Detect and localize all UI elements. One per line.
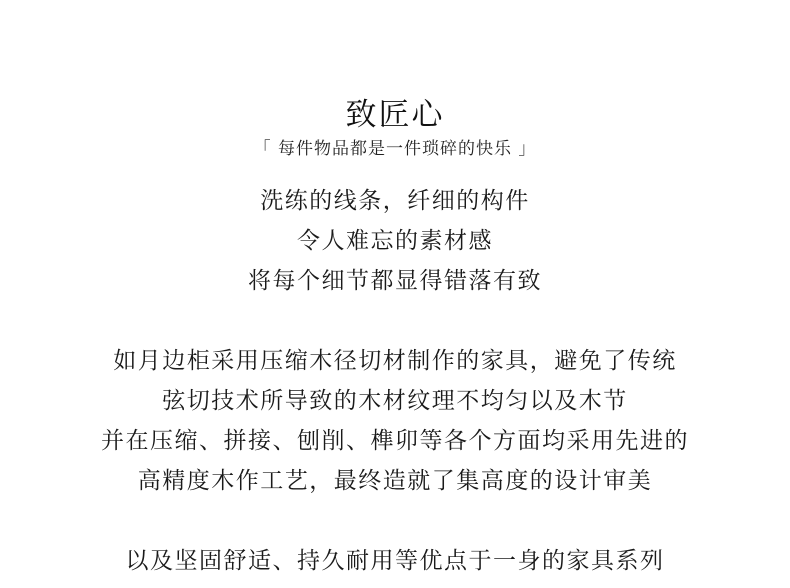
text-line: 并在压缩、拼接、刨削、榫卯等各个方面均采用先进的 [101,428,689,454]
text-line: 将每个细节都显得错落有致 [248,268,542,294]
paragraph-intro [0,181,790,301]
subtitle: 「 每件物品都是一件琐碎的快乐 」 [253,139,537,159]
page-title: 致匠心 [345,96,445,133]
text-line: 令人难忘的素材感 [297,228,493,254]
text-line: 洗练的线条，纤细的构件 [260,188,530,214]
paragraph-craft [0,341,790,501]
text-line: 高精度木作工艺，最终造就了集高度的设计审美 [137,468,653,494]
text-line: 如月边柜采用压缩木径切材制作的家具，避免了传统 [113,348,677,374]
text-line: 弦切技术所导致的木材纹理不均匀以及木节 [162,388,628,414]
text-line: 以及坚固舒适、持久耐用等优点于一身的家具系列 [125,548,665,574]
paragraph-summary [0,541,790,581]
